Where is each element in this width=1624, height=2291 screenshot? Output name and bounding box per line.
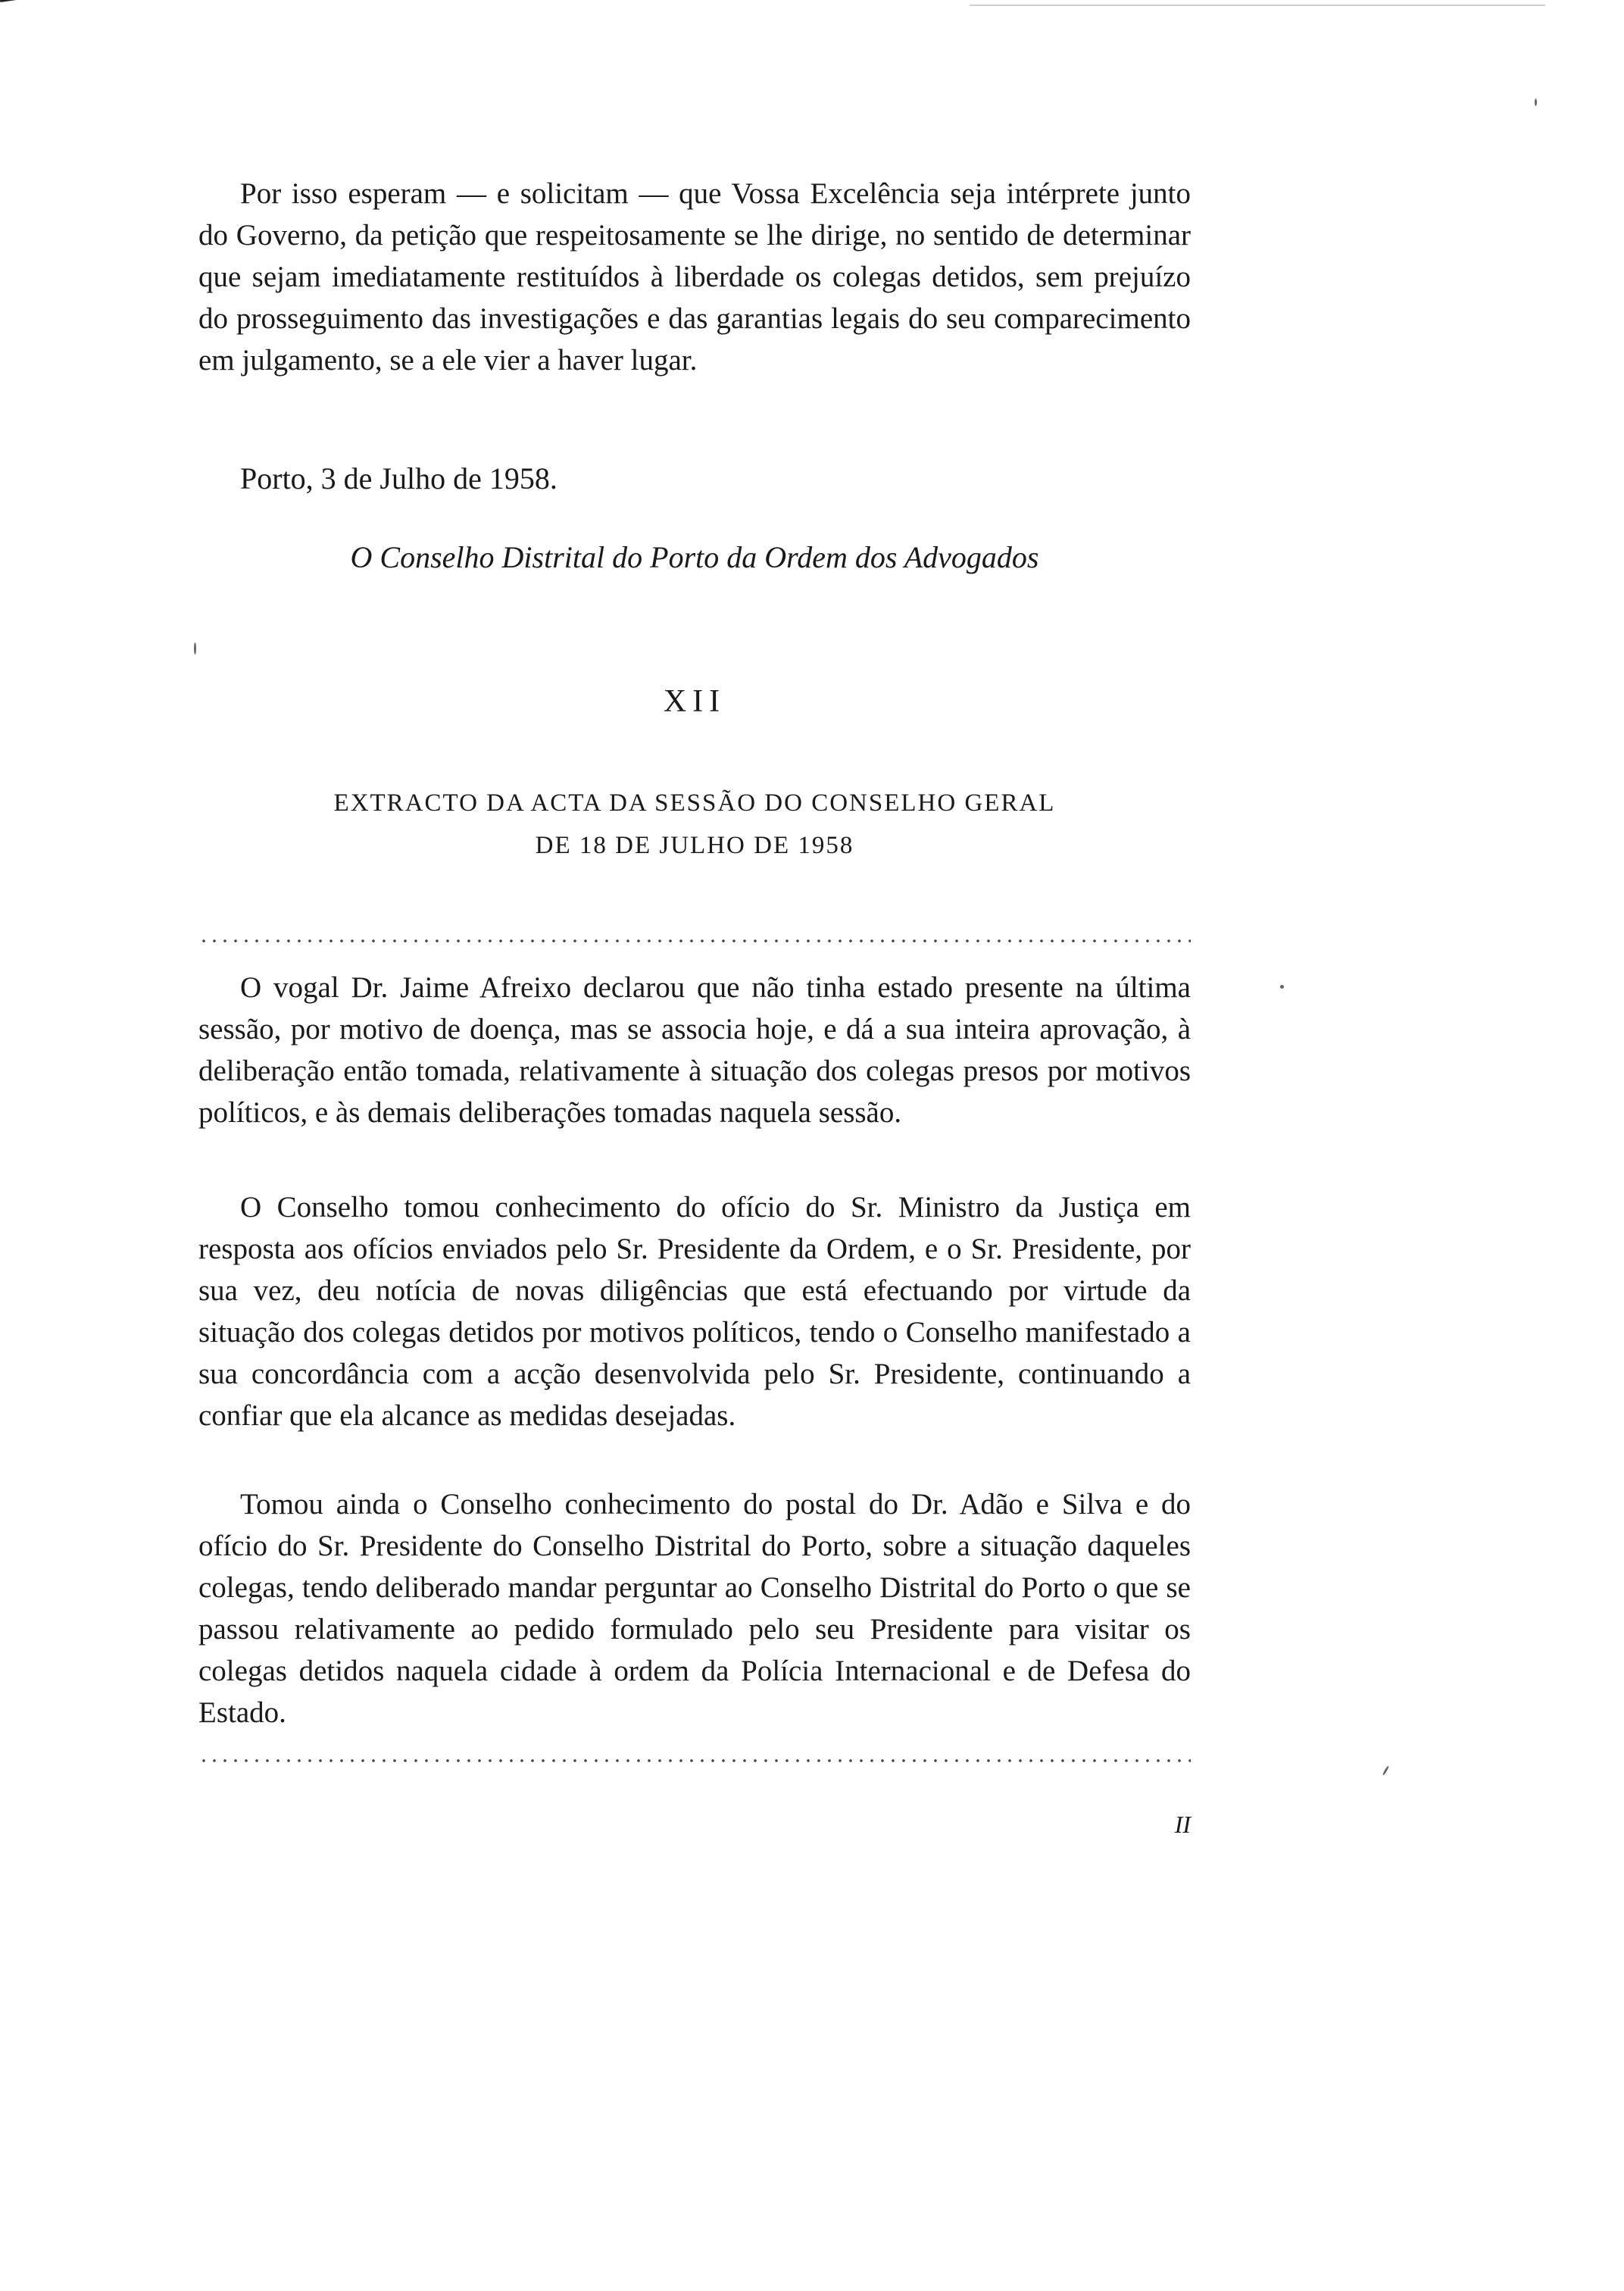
signature-line: O Conselho Distrital do Porto da Ordem dos Advogados [350, 540, 1039, 574]
section-heading [198, 782, 1191, 867]
scan-speck [1382, 1765, 1390, 1776]
scan-speck [1535, 98, 1537, 106]
scan-speck [1280, 985, 1284, 989]
section-number: XII [663, 684, 726, 719]
date-line: Porto, 3 de Julho de 1958. [240, 461, 557, 495]
heading-line-1: EXTRACTO DA ACTA DA SESSÃO DO CONSELHO GERAL [333, 789, 1056, 817]
paragraph-conselho: O Conselho tomou conhecimento do ofício do Sr. Ministro da Justiça em resposta aos ofícios enviados pelo Sr. Presidente da Ordem, e o Sr. Presidente, por sua vez, deu notícia de novas diligências que está efectuando por virtude da situação dos colegas detidos por motivos políticos, tendo o Conselho manifestado a sua concordância com a acção desenvolvida pelo Sr. Presidente, continuando a confiar que ela alcance as medidas desejadas. [198, 1191, 1191, 1432]
dotted-separator-top [198, 939, 1191, 942]
page-number: II [1174, 1811, 1191, 1838]
scan-mark [0, 0, 47, 13]
scan-edge-line [970, 5, 1545, 6]
heading-line-2: DE 18 DE JULHO DE 1958 [535, 832, 854, 859]
paragraph-petition: Por isso esperam — e solicitam — que Vossa Excelência seja intérprete junto do Governo, da petição que respeitosamente se lhe dirige, no sentido de determinar que sejam imediatamente restituídos à liberdade os colegas detidos, sem prejuízo do prosseguimento das investigações e das garantias legais do seu comparecimento em julgamento, se a ele vier a haver lugar. [198, 177, 1191, 377]
paragraph-vogal: O vogal Dr. Jaime Afreixo declarou que não tinha estado presente na última sessão, por motivo de doença, mas se associa hoje, e dá a sua inteira aprovação, à deliberação então tomada, relativamente à situação dos colegas presos por motivos políticos, e às demais deliberações tomadas naquela sessão. [198, 971, 1191, 1129]
dotted-separator-bottom [198, 1759, 1191, 1762]
scan-speck [194, 642, 196, 655]
paragraph-postal: Tomou ainda o Conselho conhecimento do postal do Dr. Adão e Silva e do ofício do Sr. Presidente do Conselho Distrital do Porto, sobre a situação daqueles colegas, tendo deliberado mandar perguntar ao Conselho Distrital do Porto o que se passou relativamente ao pedido formulado pelo seu Presidente para visitar os colegas detidos naquela cidade à ordem da Polícia Internacional e de Defesa do Estado. [198, 1488, 1191, 1729]
